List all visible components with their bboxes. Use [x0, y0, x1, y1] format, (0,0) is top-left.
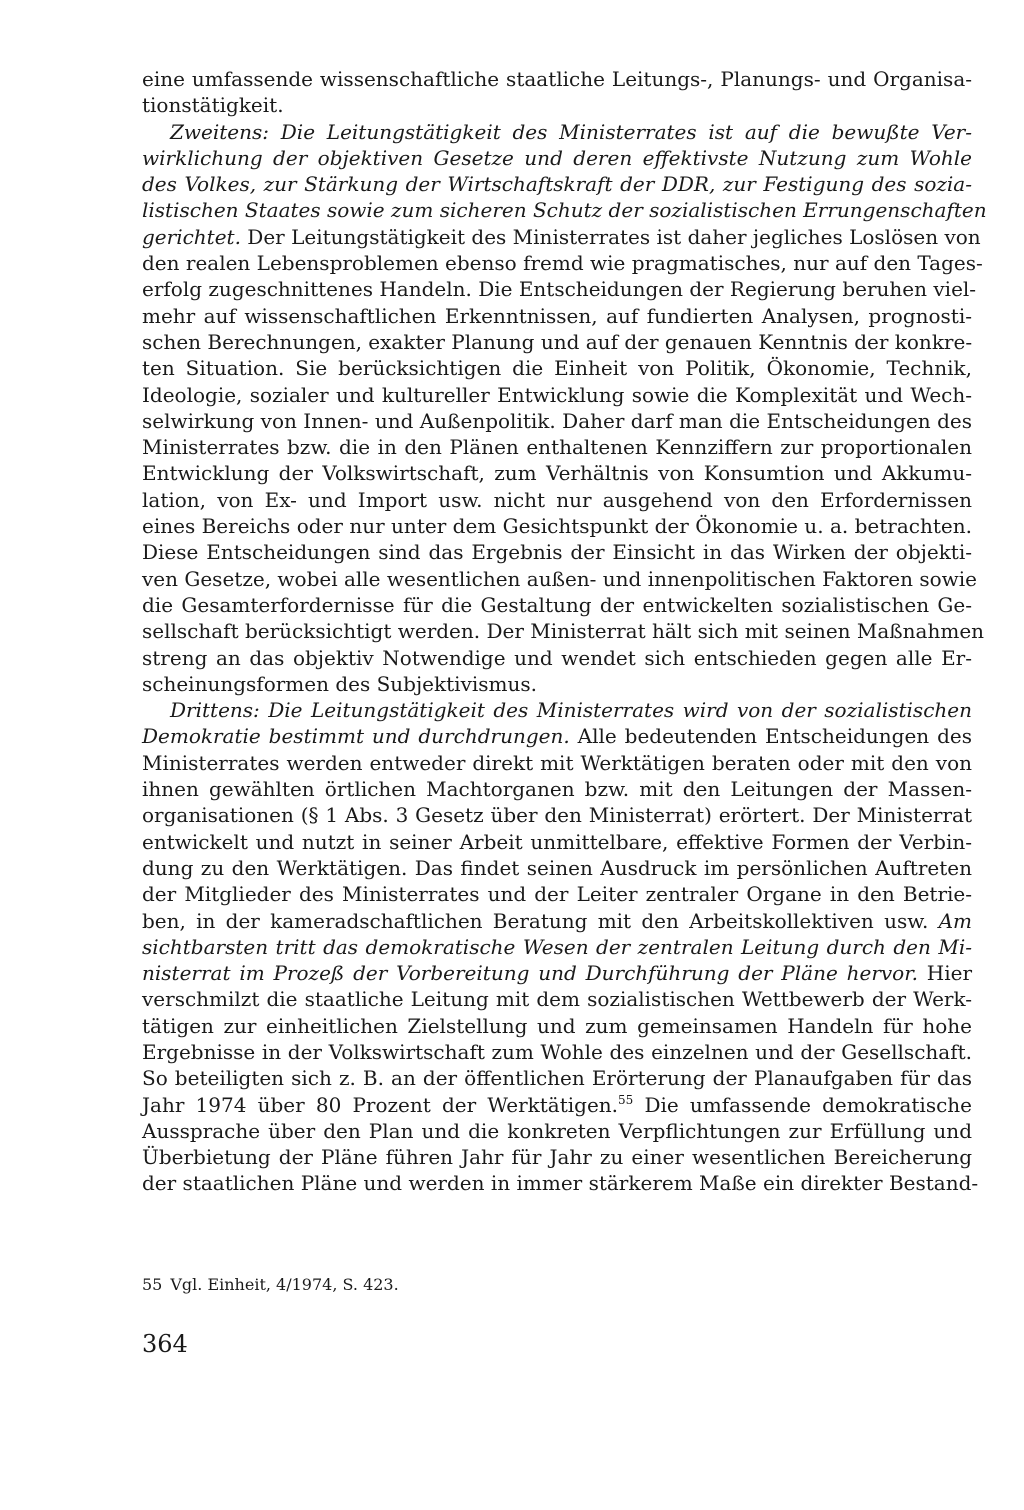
text-run: ihnen gewählten örtlichen Machtorganen bzw. mit den Leitungen der Massen- — [142, 777, 972, 802]
text-line — [142, 145, 972, 171]
text-run: streng an das objektiv Notwendige und wendet sich entschieden gegen alle Er- — [142, 645, 972, 670]
text-run: mehr auf wissenschaftlichen Erkenntnissen, auf fundierten Analysen, prognosti- — [142, 303, 972, 328]
text-line — [142, 645, 972, 671]
text-line — [142, 750, 972, 776]
text-run: lation, von Ex- und Import usw. nicht nur ausgehend von den Erfordernissen — [142, 487, 972, 512]
text-run: Überbietung der Pläne führen Jahr für Jahr zu einer wesentlichen Bereicherung — [142, 1145, 972, 1170]
text-line — [142, 723, 972, 749]
text-line — [142, 513, 972, 539]
text-run: Jahr 1974 über 80 Prozent der Werktätigen. — [142, 1092, 619, 1117]
text-run: Am — [938, 908, 972, 933]
text-line — [142, 92, 972, 118]
text-line — [142, 539, 972, 565]
text-run: sichtbarsten tritt das demokratische Wesen der zentralen Leitung durch den Mi- — [142, 934, 972, 959]
footnote-ref: 55 — [618, 1092, 634, 1107]
text-run: entwickelt und nutzt in seiner Arbeit unmittelbare, effektive Formen der Verbin- — [142, 829, 972, 854]
text-run: listischen Staates sowie zum sicheren Schutz der sozialistischen Errungenschaften — [142, 198, 987, 223]
text-line — [142, 460, 972, 486]
text-line — [142, 855, 972, 881]
text-run: Aussprache über den Plan und die konkreten Verpflichtungen zur Erfüllung und — [142, 1118, 972, 1143]
text-run: Ergebnisse in der Volkswirtschaft zum Wohle des einzelnen und der Gesellschaft. — [142, 1039, 972, 1064]
text-run: gerichtet. — [142, 224, 241, 249]
text-line — [142, 1144, 972, 1170]
text-run: organisationen (§ 1 Abs. 3 Gesetz über den Ministerrat) erörtert. Der Ministerrat — [142, 803, 972, 828]
text-line — [142, 829, 972, 855]
text-run: Entwicklung der Volkswirtschaft, zum Verhältnis von Konsumtion und Akkumu- — [142, 461, 972, 486]
text-line — [142, 1118, 972, 1144]
text-line — [142, 276, 977, 302]
text-line — [142, 697, 972, 723]
text-run: der staatlichen Pläne und werden in immer stärkerem Maße ein direkter Bestand- — [142, 1171, 979, 1196]
text-run: ven Gesetze, wobei alle wesentlichen außen- und innenpolitischen Faktoren sowie — [142, 566, 978, 591]
text-run: Hier — [917, 961, 973, 986]
text-line — [142, 224, 981, 250]
text-line — [142, 592, 972, 618]
text-line — [142, 1039, 972, 1065]
text-line — [142, 66, 972, 92]
text-line — [142, 1013, 972, 1039]
text-line — [142, 303, 972, 329]
text-run: schen Berechnungen, exakter Planung und auf der genauen Kenntnis der konkre- — [142, 329, 973, 354]
text-line — [142, 1092, 972, 1118]
text-run: So beteiligten sich z. B. an der öffentlichen Erörterung der Planaufgaben für das — [142, 1066, 972, 1091]
text-line — [142, 329, 972, 355]
text-line — [142, 487, 972, 513]
text-run: die Gesamterfordernisse für die Gestaltung der entwickelten sozialistischen Ge- — [142, 592, 972, 617]
text-run: Zweitens: Die Leitungstätigkeit des Ministerrates ist auf die bewußte Ver- — [170, 119, 972, 144]
text-line — [142, 434, 972, 460]
text-run: ten Situation. Sie berücksichtigen die Einheit von Politik, Ökonomie, Technik, — [142, 356, 972, 381]
text-run: des Volkes, zur Stärkung der Wirtschaftskraft der DDR, zur Festigung des sozia- — [142, 172, 972, 197]
text-run: Ministerrates bzw. die in den Plänen enthaltenen Kennziffern zur proportionalen — [142, 435, 972, 460]
text-run: Drittens: Die Leitungstätigkeit des Ministerrates wird von der sozialistischen — [170, 698, 972, 723]
text-line — [142, 908, 972, 934]
text-run: dung zu den Werktätigen. Das findet seinen Ausdruck im persönlichen Auftreten — [142, 855, 972, 880]
text-line — [142, 776, 972, 802]
text-run: sellschaft berücksichtigt werden. Der Ministerrat hält sich mit seinen Maßnahmen — [142, 619, 985, 644]
text-line — [142, 382, 972, 408]
text-run: tionstätigkeit. — [142, 93, 284, 118]
text-line — [142, 934, 972, 960]
text-line — [142, 802, 972, 828]
text-run: eines Bereichs oder nur unter dem Gesichtspunkt der Ökonomie u. a. betrachten. — [142, 514, 972, 539]
text-line — [142, 119, 972, 145]
text-line — [142, 881, 972, 907]
text-line — [142, 355, 972, 381]
text-line — [142, 671, 972, 697]
text-line — [142, 986, 972, 1012]
text-run: Ideologie, sozialer und kultureller Entwicklung sowie die Komplexität und Wech- — [142, 382, 972, 407]
text-run: der Mitglieder des Ministerrates und der Leiter zentraler Organe in den Betrie- — [142, 882, 972, 907]
text-run: scheinungsformen des Subjektivismus. — [142, 671, 537, 696]
text-line — [142, 197, 987, 223]
text-run: nisterrat im Prozeß der Vorbereitung und Durchführung der Pläne hervor. — [142, 961, 918, 986]
body-text — [142, 66, 987, 1197]
text-line — [142, 408, 972, 434]
text-run: Diese Entscheidungen sind das Ergebnis der Einsicht in das Wirken der objekti- — [142, 540, 972, 565]
text-line — [142, 250, 983, 276]
text-run: wirklichung der objektiven Gesetze und deren effektivste Nutzung zum Wohle — [142, 145, 972, 170]
text-run: ben, in der kameradschaftlichen Beratung mit den Arbeitskollektiven usw. — [142, 908, 939, 933]
text-run: Die umfassende demokratische — [633, 1092, 972, 1117]
text-run: verschmilzt die staatliche Leitung mit dem sozialistischen Wettbewerb der Werk- — [142, 987, 972, 1012]
footnote-55 — [142, 1275, 399, 1294]
footnote-text: Vgl. Einheit, 4/1974, S. 423. — [170, 1275, 399, 1294]
text-line — [142, 1065, 972, 1091]
text-line — [142, 618, 985, 644]
text-run: tätigen zur einheitlichen Zielstellung und zum gemeinsamen Handeln für hohe — [142, 1013, 972, 1038]
text-line — [142, 960, 972, 986]
text-line — [142, 1170, 979, 1196]
text-run: Ministerrates werden entweder direkt mit Werktätigen beraten oder mit den von — [142, 750, 972, 775]
text-run: Alle bedeutenden Entscheidungen des — [569, 724, 972, 749]
text-run: eine umfassende wissenschaftliche staatliche Leitungs-, Planungs- und Organisa- — [142, 67, 972, 91]
page-number: 364 — [142, 1330, 188, 1358]
text-line — [142, 171, 972, 197]
text-run: Der Leitungstätigkeit des Ministerrates ist daher jegliches Loslösen von — [240, 224, 981, 249]
text-line — [142, 566, 978, 592]
text-run: erfolg zugeschnittenes Handeln. Die Entscheidungen der Regierung beruhen viel- — [142, 277, 977, 302]
text-run: selwirkung von Innen- und Außenpolitik. Daher darf man die Entscheidungen des — [142, 408, 972, 433]
text-run: Demokratie bestimmt und durchdrungen. — [142, 724, 570, 749]
footnote-number: 55 — [142, 1275, 163, 1294]
text-run: den realen Lebensproblemen ebenso fremd wie pragmatisches, nur auf den Tages- — [142, 251, 983, 276]
